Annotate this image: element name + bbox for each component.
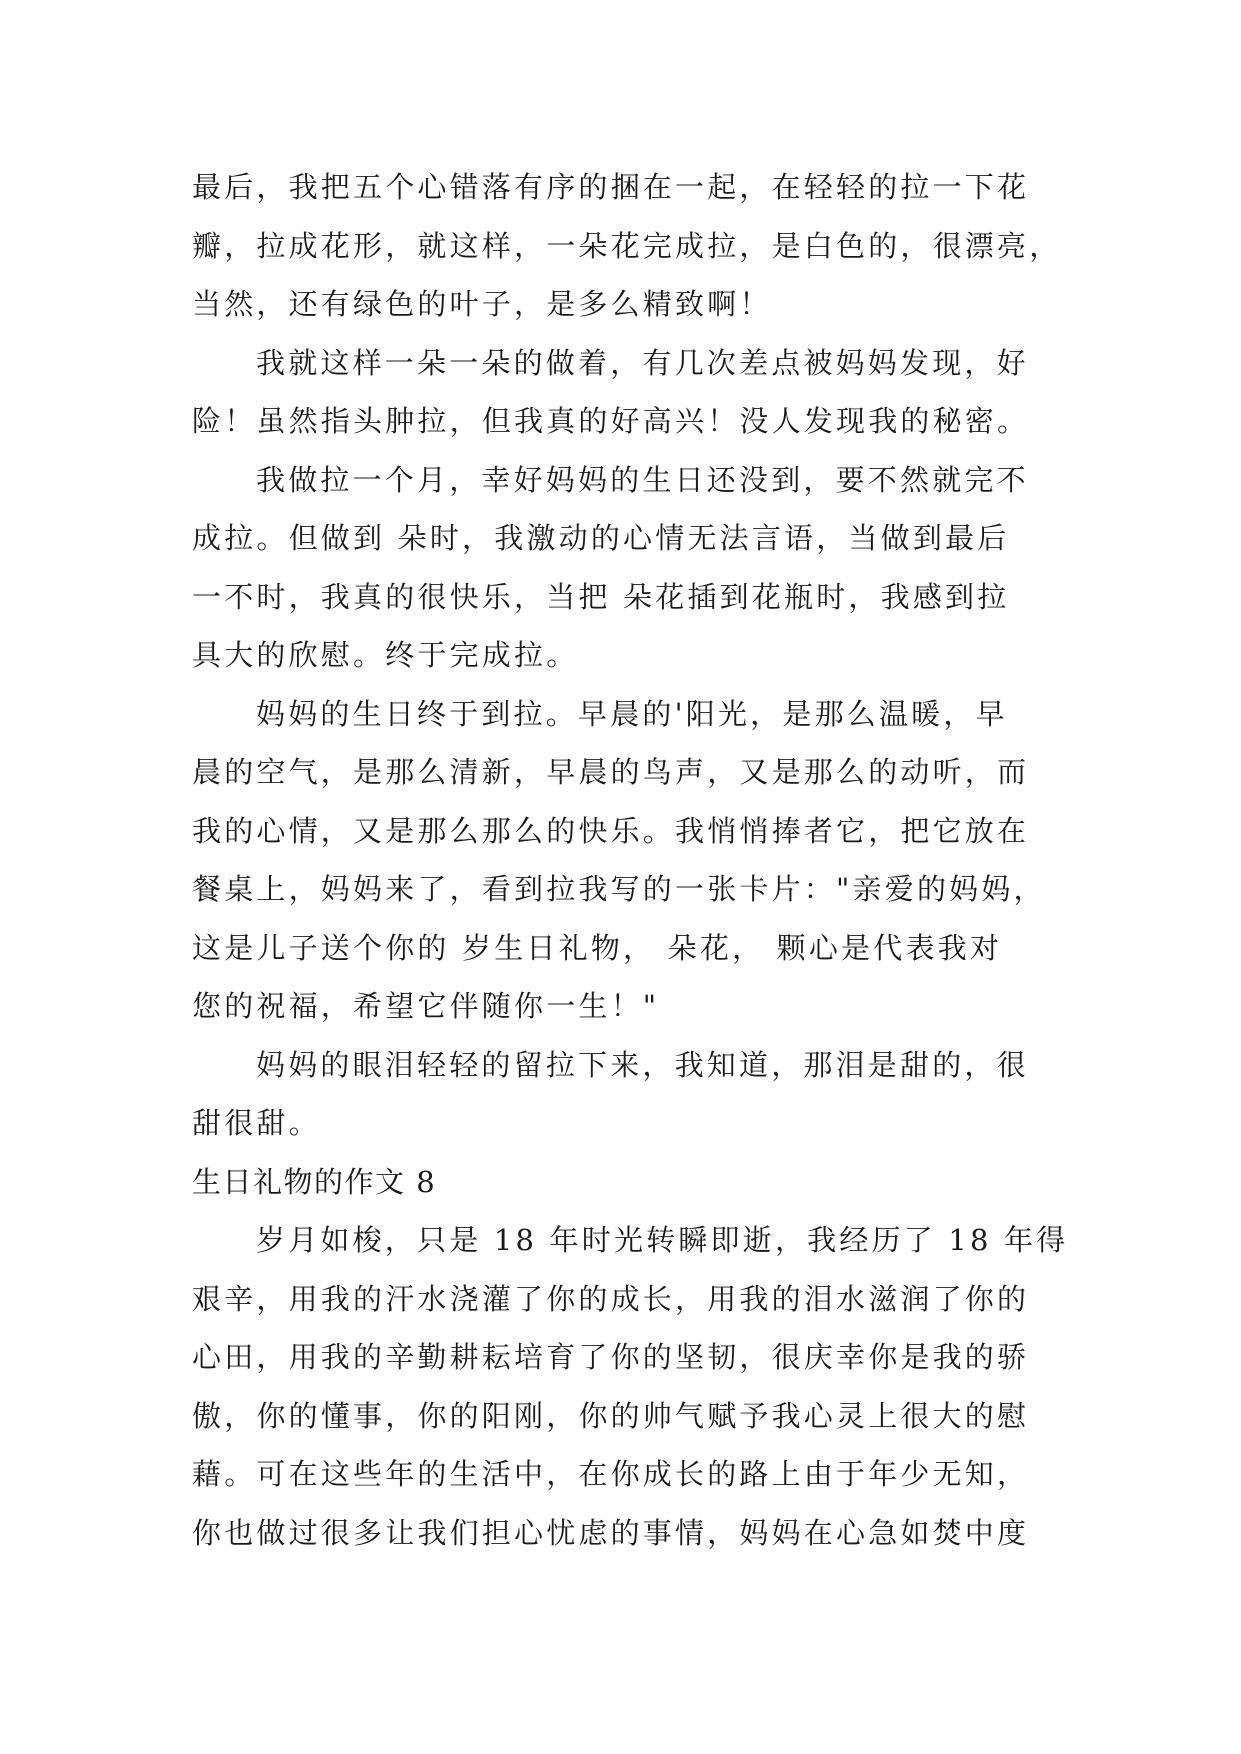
text-line: 最后，我把五个心错落有序的捆在一起，在轻轻的拉一下花 <box>192 170 1030 204</box>
text-line: 傲，你的懂事，你的阳刚，你的帅气赋予我心灵上很大的慰 <box>192 1398 1030 1433</box>
text-line: 我的心情，又是那么那么的快乐。我悄悄捧者它，把它放在 <box>192 813 1030 848</box>
text-line: 我就这样一朵一朵的做着，有几次差点被妈妈发现，好 <box>256 345 1029 380</box>
section-heading: 生日礼物的作文 8 <box>192 1164 437 1199</box>
text-line: 您的祝福，希望它伴随你一生！" <box>192 989 660 1023</box>
text-line: 甜很甜。 <box>192 1106 321 1140</box>
text-line: 你也做过很多让我们担心忧虑的事情，妈妈在心急如焚中度 <box>192 1515 1030 1550</box>
text-line: 藉。可在这些年的生活中，在你成长的路上由于年少无知， <box>192 1457 1030 1491</box>
text-line: 餐桌上，妈妈来了，看到拉我写的一张卡片："亲爱的妈妈， <box>192 872 1046 906</box>
text-line: 心田，用我的辛勤耕耘培育了你的坚韧，很庆幸你是我的骄 <box>192 1340 1030 1374</box>
text-line: 这是儿子送个你的 岁生日礼物， 朵花， 颗心是代表我对 <box>192 930 1003 965</box>
text-line: 具大的欣慰。终于完成拉。 <box>192 638 579 672</box>
text-line: 成拉。但做到 朵时，我激动的心情无法言语，当做到最后 <box>192 521 1010 555</box>
text-line: 晨的空气，是那么清新，早晨的鸟声，又是那么的动听，而 <box>192 755 1030 789</box>
text-line: 瓣，拉成花形，就这样，一朵花完成拉，是白色的，很漂亮， <box>192 228 1062 263</box>
text-line: 妈妈的眼泪轻轻的留拉下来，我知道，那泪是甜的，很 <box>256 1047 1029 1082</box>
text-line: 岁月如梭，只是 18 年时光转瞬即逝，我经历了 18 年得 <box>256 1223 1069 1257</box>
text-line: 险！虽然指头肿拉，但我真的好高兴！没人发现我的秘密。 <box>192 404 1030 438</box>
text-line: 妈妈的生日终于到拉。早晨的'阳光，是那么温暖，早 <box>256 696 1008 731</box>
text-line: 当然，还有绿色的叶子，是多么精致啊！ <box>192 287 772 321</box>
text-line: 我做拉一个月，幸好妈妈的生日还没到，要不然就完不 <box>256 462 1029 497</box>
document-page <box>192 158 1069 1562</box>
text-line: 一不时，我真的很快乐，当把 朵花插到花瓶时，我感到拉 <box>192 579 1010 614</box>
text-line: 艰辛，用我的汗水浇灌了你的成长，用我的泪水滋润了你的 <box>192 1281 1030 1316</box>
